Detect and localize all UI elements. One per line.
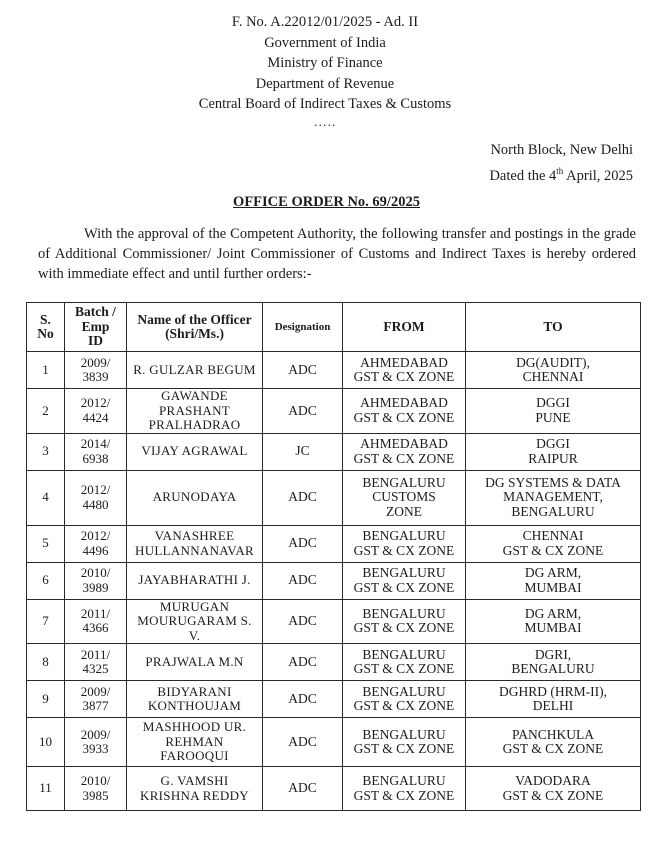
cell-to-line: MUMBAI	[524, 620, 582, 636]
cell-to	[466, 389, 641, 434]
cell-designation: ADC	[263, 389, 343, 434]
cell-officer-name-line: FAROOQUI	[160, 748, 229, 764]
cell-batch	[65, 470, 127, 525]
cell-to	[466, 767, 641, 811]
cell-from	[343, 433, 466, 470]
cell-to	[466, 433, 641, 470]
cell-from	[343, 562, 466, 599]
cell-to	[466, 352, 641, 389]
table-row	[27, 718, 641, 767]
cell-from-line: BENGALURU	[362, 683, 446, 699]
cell-officer-name	[127, 644, 263, 681]
table-row	[27, 525, 641, 562]
table-row	[27, 389, 641, 434]
cell-batch	[65, 681, 127, 718]
cell-batch-line: 3839	[82, 369, 109, 384]
cell-batch-line: 3933	[82, 741, 109, 756]
cell-batch-line: 4496	[82, 542, 109, 558]
cell-officer-name-line: PRALHADRAO	[148, 417, 241, 432]
cell-to-line: GST & CX ZONE	[502, 741, 604, 756]
cell-to-line: CHENNAI	[522, 369, 584, 384]
cell-from-line: GST & CX ZONE	[353, 661, 455, 676]
cell-to	[466, 525, 641, 562]
cell-to	[466, 470, 641, 525]
cell-officer-name-line: ARUNODAYA	[152, 489, 237, 505]
cell-from-line: BENGALURU	[362, 474, 446, 490]
cell-batch-line: 2009/	[80, 726, 111, 742]
cell-officer-name-line: KONTHOUJAM	[147, 698, 242, 713]
cell-to-line: DG SYSTEMS & DATA	[485, 474, 621, 490]
cell-batch-line: 2012/	[80, 482, 111, 497]
cell-from-line: AHMEDABAD	[360, 436, 448, 451]
cell-to	[466, 718, 641, 767]
cell-officer-name-line: VANASHREE	[154, 528, 235, 543]
cell-designation: ADC	[263, 562, 343, 599]
cell-to-line: CHENNAI	[522, 528, 584, 543]
cell-to-line: GST & CX ZONE	[502, 787, 604, 803]
cell-from-line: GST & CX ZONE	[353, 620, 455, 636]
cell-officer-name	[127, 433, 263, 470]
cell-from	[343, 470, 466, 525]
cell-officer-name	[127, 470, 263, 525]
cell-officer-name	[127, 681, 263, 718]
cell-officer-name	[127, 562, 263, 599]
cell-batch-line: 2009/	[80, 354, 111, 370]
cell-from-line: AHMEDABAD	[360, 354, 448, 370]
table-row	[27, 599, 641, 644]
cell-officer-name-line: HULLANNANAVAR	[135, 542, 254, 558]
cell-to-line: PUNE	[535, 409, 571, 425]
cell-batch-line: 4480	[82, 496, 109, 512]
header-sno: S. No	[27, 303, 65, 352]
government-line: Government of India	[264, 34, 386, 51]
board-line: Central Board of Indirect Taxes & Customs	[198, 96, 452, 112]
cell-from	[343, 599, 466, 644]
cell-to-line: DGRI,	[534, 646, 572, 662]
cell-from-line: ZONE	[386, 503, 422, 519]
cell-from-line: GST & CX ZONE	[353, 579, 455, 595]
cell-from-line: BENGALURU	[362, 528, 446, 543]
cell-designation: ADC	[263, 525, 343, 562]
cell-to-line: DG(AUDIT),	[516, 354, 590, 370]
table-row	[27, 433, 641, 470]
cell-sno: 3	[27, 433, 65, 470]
cell-to	[466, 644, 641, 681]
cell-officer-name	[127, 599, 263, 644]
cell-batch-line: 2010/	[80, 773, 111, 788]
cell-from-line: GST & CX ZONE	[353, 450, 455, 466]
table-row	[27, 767, 641, 811]
cell-officer-name-line: R. GULZAR BEGUM	[133, 361, 256, 377]
cell-from-line: BENGALURU	[362, 773, 446, 788]
cell-sno: 7	[27, 599, 65, 644]
date-suffix: April, 2025	[563, 167, 633, 184]
cell-batch	[65, 767, 127, 811]
cell-batch-line: 3989	[82, 579, 109, 595]
cell-to-line: BENGALURU	[511, 661, 595, 676]
date-prefix: Dated the 4	[489, 167, 557, 184]
table-row	[27, 562, 641, 599]
cell-officer-name-line: REHMAN	[165, 733, 224, 749]
header-to: TO	[466, 303, 641, 352]
letterhead	[170, 12, 480, 129]
cell-officer-name-line: PRASHANT	[158, 402, 231, 418]
cell-batch	[65, 389, 127, 434]
cell-designation: ADC	[263, 681, 343, 718]
separator-dots: …..	[313, 113, 337, 129]
cell-batch	[65, 352, 127, 389]
cell-officer-name-line: KRISHNA REDDY	[140, 787, 249, 803]
cell-to	[466, 681, 641, 718]
intro-paragraph: With the approval of the Competent Authority, the following transfer and postings in the grade of Additional Commissioner/ Joint Commissioner of Customs and Indirect Taxes is hereby ordered with immediate effect and until further orders:-	[38, 226, 636, 282]
cell-from-line: GST & CX ZONE	[353, 741, 455, 756]
cell-from-line: GST & CX ZONE	[353, 698, 455, 713]
cell-from-line: GST & CX ZONE	[353, 409, 455, 425]
location: North Block, New Delhi	[490, 142, 633, 158]
table-row	[27, 681, 641, 718]
cell-batch	[65, 718, 127, 767]
cell-from	[343, 389, 466, 434]
place-and-date	[489, 140, 633, 187]
cell-officer-name-line: BIDYARANI	[157, 683, 232, 699]
cell-officer-name-line: MURUGAN	[159, 598, 230, 614]
cell-batch-line: 2009/	[80, 683, 111, 699]
cell-from	[343, 352, 466, 389]
cell-sno: 1	[27, 352, 65, 389]
cell-to-line: MUMBAI	[524, 579, 582, 595]
table-row	[27, 352, 641, 389]
cell-batch-line: 2011/	[80, 605, 111, 621]
cell-to-line: DELHI	[532, 698, 574, 713]
header-designation: Designation	[263, 303, 343, 352]
cell-from-line: BENGALURU	[362, 605, 446, 621]
cell-officer-name-line: MASHHOOD UR.	[142, 719, 247, 735]
cell-from	[343, 718, 466, 767]
cell-sno: 9	[27, 681, 65, 718]
cell-officer-name	[127, 767, 263, 811]
cell-sno: 5	[27, 525, 65, 562]
cell-batch-line: 4424	[82, 409, 109, 425]
cell-from-line: GST & CX ZONE	[353, 542, 455, 558]
cell-batch	[65, 525, 127, 562]
cell-batch	[65, 599, 127, 644]
cell-sno: 11	[27, 767, 65, 811]
order-title: OFFICE ORDER No. 69/2025	[233, 194, 420, 210]
cell-officer-name-line: GAWANDE	[161, 388, 228, 403]
cell-officer-name	[127, 352, 263, 389]
cell-from-line: GST & CX ZONE	[353, 369, 455, 384]
cell-to-line: DG ARM,	[524, 565, 582, 580]
cell-batch-line: 4325	[82, 661, 109, 676]
cell-batch-line: 2012/	[80, 395, 111, 411]
department-line: Department of Revenue	[255, 75, 395, 92]
cell-officer-name-line: VIJAY AGRAWAL	[141, 443, 248, 459]
cell-designation: ADC	[263, 352, 343, 389]
file-number: F. No. A.22012/01/2025 - Ad. II	[231, 14, 419, 30]
cell-batch-line: 3985	[82, 787, 109, 803]
cell-designation: ADC	[263, 767, 343, 811]
cell-batch-line: 2011/	[80, 646, 111, 662]
table-row	[27, 470, 641, 525]
cell-from-line: BENGALURU	[362, 565, 446, 580]
cell-designation: ADC	[263, 718, 343, 767]
cell-to-line: VADODARA	[515, 773, 591, 788]
ministry-line: Ministry of Finance	[267, 55, 383, 71]
cell-designation: ADC	[263, 599, 343, 644]
cell-designation: JC	[263, 433, 343, 470]
cell-to-line: RAIPUR	[528, 450, 578, 466]
cell-batch-line: 3877	[82, 698, 109, 713]
cell-sno: 10	[27, 718, 65, 767]
cell-batch	[65, 644, 127, 681]
cell-from	[343, 644, 466, 681]
cell-officer-name	[127, 525, 263, 562]
cell-designation: ADC	[263, 644, 343, 681]
cell-from	[343, 681, 466, 718]
date-line	[489, 161, 633, 187]
date-superscript: th	[556, 166, 564, 176]
cell-to-line: DGGI	[536, 395, 570, 411]
cell-to-line: DGHRD (HRM-II),	[499, 683, 607, 699]
cell-to-line: DG ARM,	[524, 605, 582, 621]
cell-from-line: AHMEDABAD	[360, 395, 448, 411]
cell-batch-line: 6938	[82, 450, 109, 466]
cell-from-line: GST & CX ZONE	[353, 787, 455, 803]
cell-sno: 8	[27, 644, 65, 681]
postings-table	[26, 302, 641, 811]
cell-batch-line: 2012/	[80, 528, 111, 543]
cell-officer-name-line: MOURUGARAM S.	[137, 613, 252, 628]
header-batch: Batch / Emp ID	[65, 303, 127, 352]
cell-from	[343, 767, 466, 811]
cell-from-line: CUSTOMS	[372, 489, 436, 505]
cell-batch	[65, 562, 127, 599]
header-name: Name of the Officer (Shri/Ms.)	[127, 303, 263, 352]
table-row	[27, 644, 641, 681]
cell-officer-name	[127, 389, 263, 434]
cell-officer-name-line: V.	[188, 627, 201, 643]
cell-sno: 2	[27, 389, 65, 434]
cell-officer-name-line: G. VAMSHI	[160, 773, 229, 788]
cell-officer-name-line: JAYABHARATHI J.	[138, 572, 251, 588]
cell-officer-name	[127, 718, 263, 767]
cell-to-line: PANCHKULA	[511, 726, 594, 742]
cell-to-line: BENGALURU	[511, 503, 595, 519]
cell-batch-line: 2010/	[80, 565, 111, 580]
cell-to-line: DGGI	[536, 436, 570, 451]
cell-from-line: BENGALURU	[362, 726, 446, 742]
cell-to-line: MANAGEMENT,	[503, 489, 603, 505]
cell-from-line: BENGALURU	[362, 646, 446, 662]
cell-designation: ADC	[263, 470, 343, 525]
table-header-row	[27, 303, 641, 352]
cell-from	[343, 525, 466, 562]
cell-batch-line: 4366	[82, 620, 109, 636]
cell-batch-line: 2014/	[80, 436, 111, 451]
cell-to	[466, 562, 641, 599]
cell-batch	[65, 433, 127, 470]
cell-sno: 6	[27, 562, 65, 599]
cell-to	[466, 599, 641, 644]
cell-officer-name-line: PRAJWALA M.N	[145, 653, 244, 669]
cell-to-line: GST & CX ZONE	[502, 542, 604, 558]
cell-sno: 4	[27, 470, 65, 525]
header-from: FROM	[343, 303, 466, 352]
